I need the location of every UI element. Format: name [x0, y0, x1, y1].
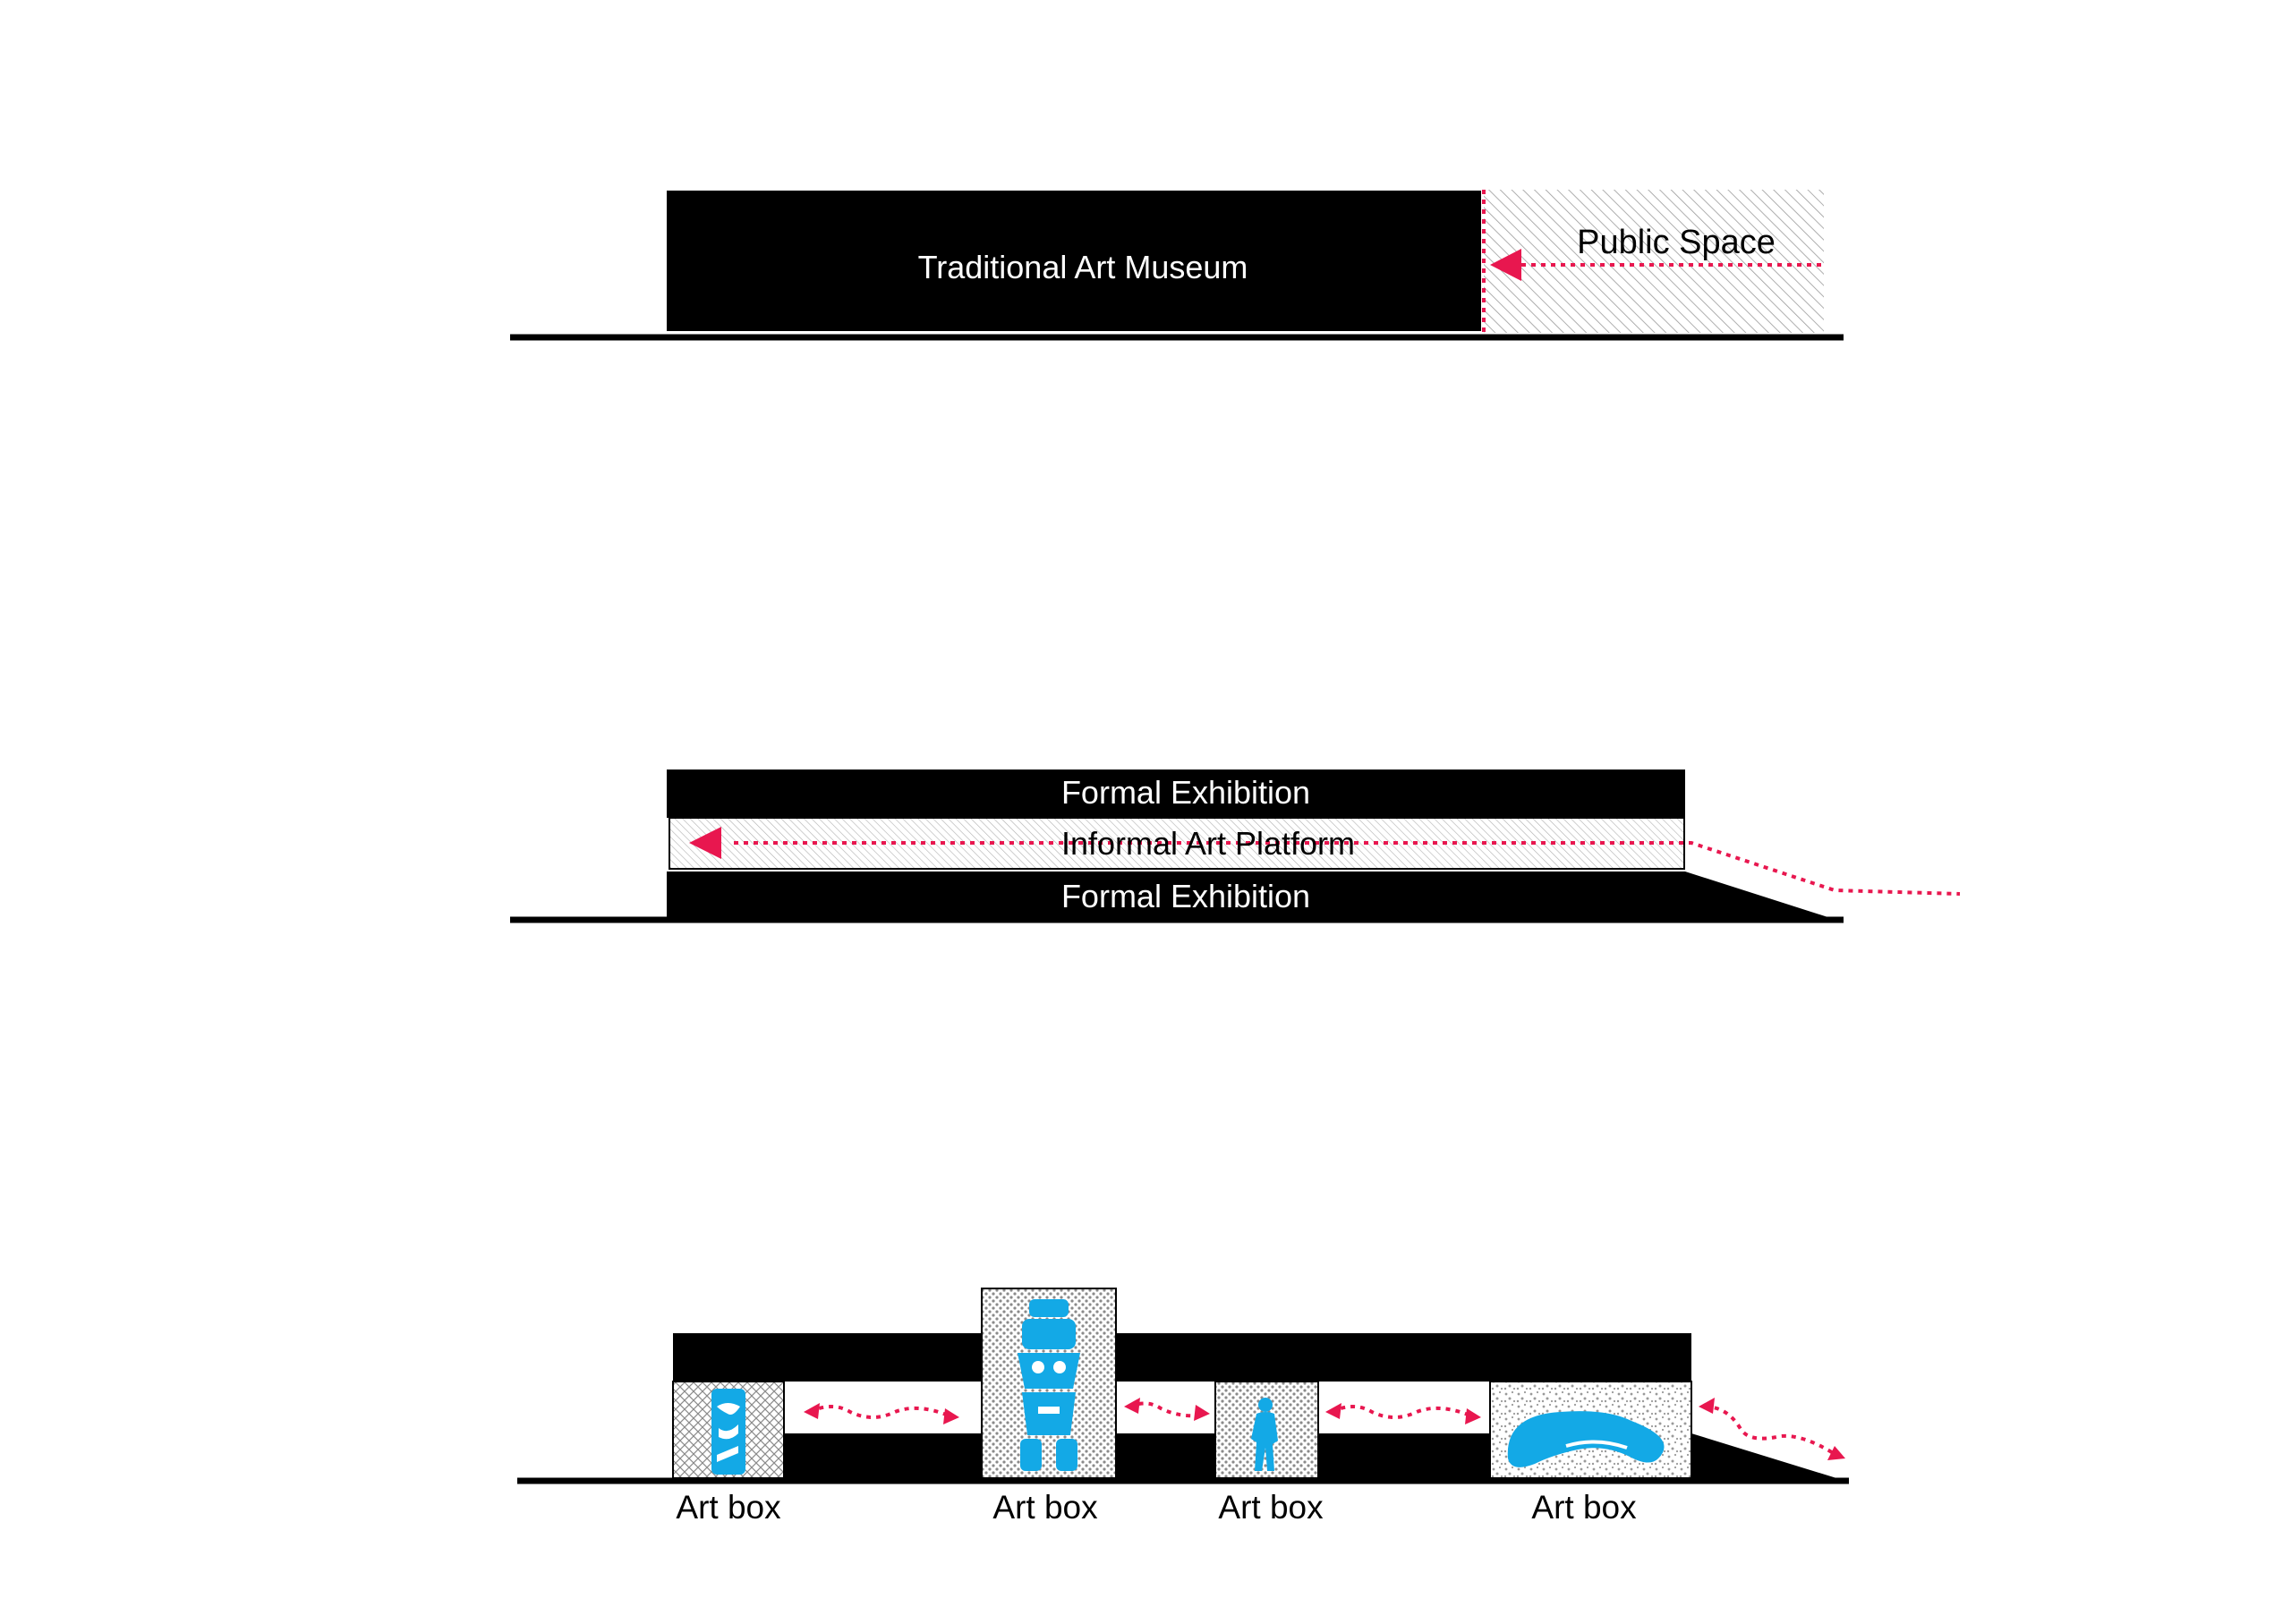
diagram-art-boxes [517, 1288, 1849, 1526]
museum-label: Traditional Art Museum [917, 249, 1248, 285]
art-box-label: Art box [676, 1489, 781, 1526]
art-box-label: Art box [1218, 1489, 1324, 1526]
flow-arrow-2 [1129, 1403, 1201, 1416]
public-space-label: Public Space [1577, 224, 1776, 261]
flow-arrow-3 [1332, 1407, 1470, 1417]
art-box-label: Art box [1531, 1489, 1637, 1526]
totem-sculpture-icon [711, 1389, 745, 1475]
art-box-2[interactable] [982, 1288, 1116, 1478]
arrowhead-right-icon [943, 1408, 959, 1424]
arrowhead-left-icon [804, 1403, 820, 1419]
public-space-area [1484, 190, 1824, 333]
roof-mass [673, 1333, 1691, 1382]
diagram-stacked-platform [510, 769, 1960, 922]
arrowhead-right-icon [1465, 1408, 1481, 1424]
informal-platform-label: Informal Art Platform [1060, 825, 1356, 862]
arrowhead-left-icon [1699, 1398, 1715, 1414]
arrowhead-right-icon [1194, 1405, 1210, 1421]
upper-exhibition-label: Formal Exhibition [1060, 774, 1311, 811]
art-box-label: Art box [992, 1489, 1098, 1526]
diagram-traditional-museum [510, 190, 1844, 337]
arrowhead-left-icon [1124, 1398, 1140, 1414]
arrowhead-left-icon [1325, 1403, 1341, 1419]
lower-exhibition-label: Formal Exhibition [1060, 878, 1311, 914]
art-box-3[interactable] [1215, 1382, 1318, 1478]
art-box-4[interactable] [1490, 1382, 1691, 1478]
flow-arrow-1 [810, 1407, 949, 1417]
art-box-1[interactable] [673, 1382, 784, 1478]
